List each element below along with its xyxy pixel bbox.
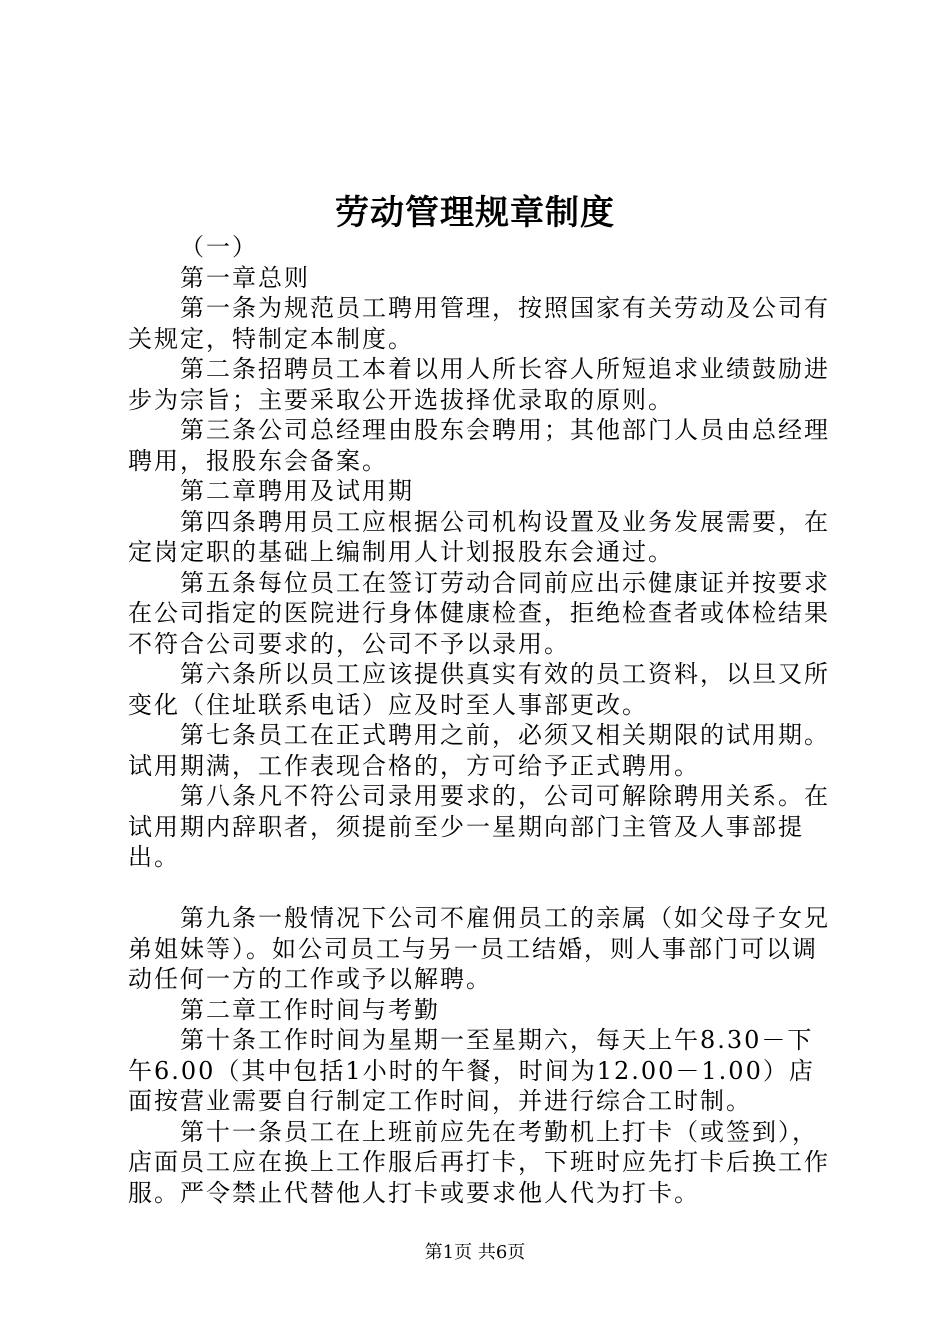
chapter-heading: 第一章总则 [180, 263, 310, 292]
page-footer: 第1页 共6页 [424, 1242, 526, 1263]
article-paragraph: 第八条凡不符公司录用要求的，公司可解除聘用关系。在试用期内辞职者，须提前至少一星期向部门主管及人事部提出。 [128, 782, 830, 871]
article-paragraph: 第四条聘用员工应根据公司机构设置及业务发展需要，在定岗定职的基础上编制用人计划报股东会通过。 [128, 507, 830, 566]
article-paragraph: 第一条为规范员工聘用管理，按照国家有关劳动及公司有关规定，特制定本制度。 [128, 294, 830, 353]
article-paragraph: 第三条公司总经理由股东会聘用；其他部门人员由总经理聘用，报股东会备案。 [128, 416, 830, 475]
article-paragraph: 第二条招聘员工本着以用人所长容人所短追求业绩鼓励进步为宗旨；主要采取公开选拔择优录取的原则。 [128, 355, 830, 414]
article-paragraph: 第七条员工在正式聘用之前，必须又相关期限的试用期。试用期满，工作表现合格的，方可给予正式聘用。 [128, 721, 830, 780]
article-paragraph: 第十一条员工在上班前应先在考勤机上打卡（或签到），店面员工应在换上工作服后再打卡，下班时应先打卡后换工作服。严令禁止代替他人打卡或要求他人代为打卡。 [128, 1117, 830, 1207]
blank-line [128, 873, 834, 904]
chapter-heading: 第二章聘用及试用期 [180, 477, 414, 505]
article-paragraph: 第十条工作时间为星期一至星期六，每天上午8.30－下午6.00（其中包括1小时的午餐，时间为12.00－1.00）店面按营业需要自行制定工作时间，并进行综合工时制。 [128, 1026, 815, 1115]
document-title: 劳动管理规章制度 [335, 193, 615, 233]
article-paragraph: 第六条所以员工应该提供真实有效的员工资料，以旦又所变化（住址联系电话）应及时至人事部更改。 [128, 660, 830, 719]
article-paragraph: 第九条一般情况下公司不雇佣员工的亲属（如父母子女兄弟姐妹等）。如公司员工与另一员工结婚，则人事部门可以调动任何一方的工作或予以解聘。 [128, 904, 830, 993]
chapter-heading: 第二章工作时间与考勤 [180, 995, 440, 1024]
article-paragraph: 第五条每位员工在签订劳动合同前应出示健康证并按要求在公司指定的医院进行身体健康检查，拒绝检查者或体检结果不符合公司要求的，公司不予以录用。 [128, 568, 830, 658]
section-marker: （一） [180, 233, 258, 261]
document-body [128, 232, 834, 1208]
